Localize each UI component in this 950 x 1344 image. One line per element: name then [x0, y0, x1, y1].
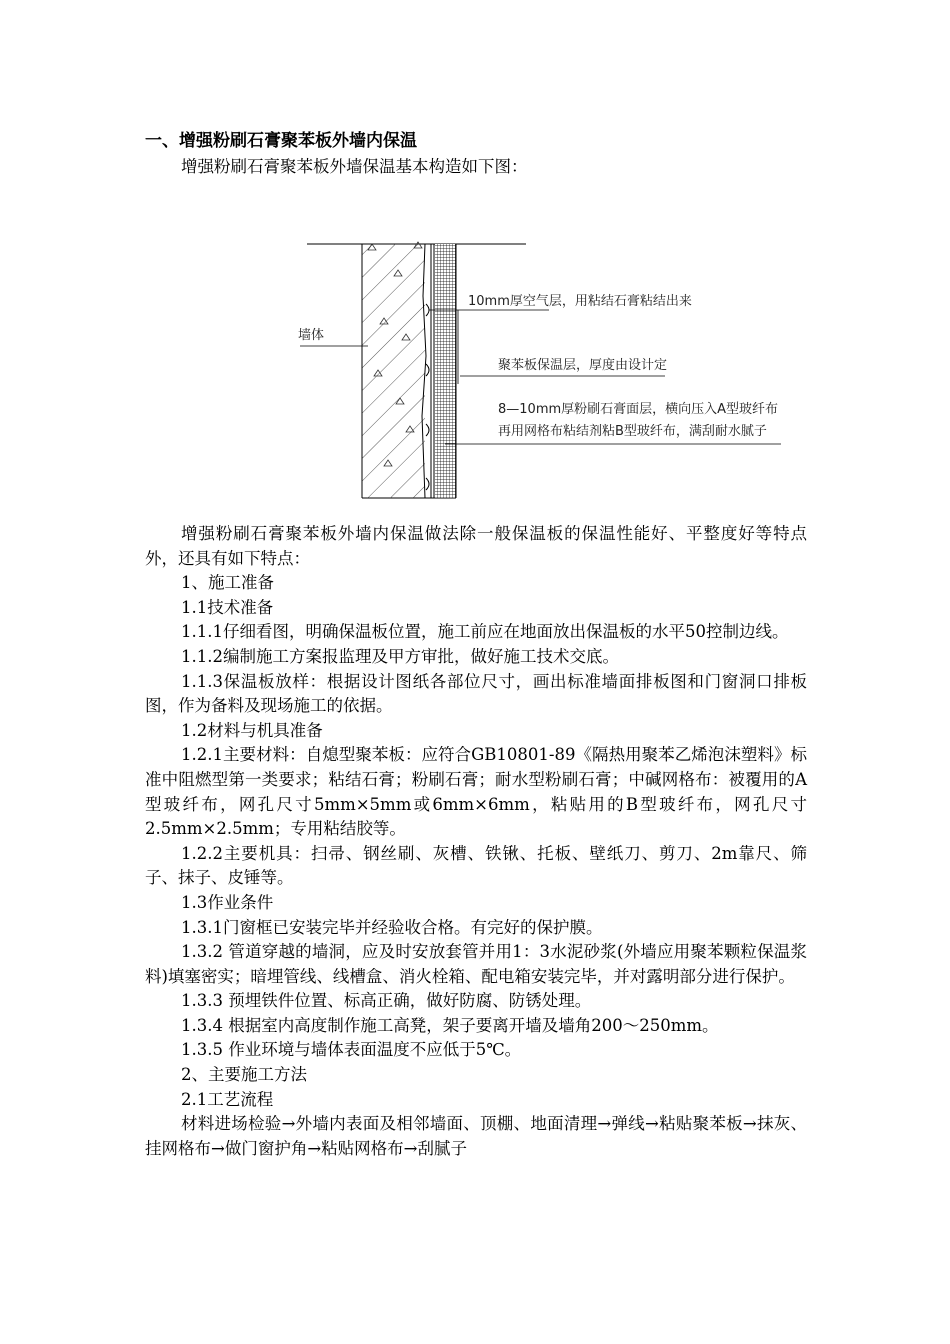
paragraph: 1、施工准备 — [181, 573, 274, 593]
paragraph: 2.1工艺流程 — [181, 1089, 274, 1109]
wall-construction-diagram — [290, 236, 790, 506]
paragraph: 1.3.1门窗框已安装完毕并经验收合格。有完好的保护膜。 — [181, 917, 603, 937]
air-gap-layer — [426, 244, 431, 498]
paragraph: 1.2材料与机具准备 — [181, 720, 323, 740]
plaster-surface-layer — [435, 244, 456, 498]
paragraph: 1.2.2主要机具：扫帚、钢丝刷、灰槽、铁锹、托板、壁纸刀、剪刀、2m靠尺、筛子、抹子、皮锤等。 — [145, 843, 807, 888]
paragraph: 1.3.3 预埋铁件位置、标高正确，做好防腐、防锈处理。 — [181, 991, 592, 1011]
paragraph: 1.3.2 管道穿越的墙洞，应及时安放套管并用1：3水泥砂浆(外墙应用聚苯颗粒保温浆料)填塞密实；暗埋管线、线槽盒、消火栓箱、配电箱安装完毕，并对露明部分进行保护。 — [145, 942, 807, 986]
paragraph: 1.3作业条件 — [181, 892, 274, 912]
paragraph: 2、主要施工方法 — [181, 1065, 307, 1085]
section-heading: 一、增强粉刷石膏聚苯板外墙内保温 — [145, 131, 417, 151]
paragraph: 增强粉刷石膏聚苯板外墙内保温做法除一般保温板的保温性能好、平整度好等特点外，还具有如下特点： — [145, 524, 807, 568]
paragraph: 材料进场检验→外墙内表面及相邻墙面、顶棚、地面清理→弹线→粘贴聚苯板→抹灰、挂网格布→做门窗护角→粘贴网格布→刮腻子 — [145, 1114, 807, 1158]
label-plaster-line1: 8—10mm厚粉刷石膏面层，横向压入A型玻纤布 — [498, 402, 779, 417]
body-text — [145, 522, 807, 1161]
label-air-gap: 10mm厚空气层，用粘结石膏粘结出来 — [468, 294, 692, 309]
paragraph: 1.1.2编制施工方案报监理及甲方审批，做好施工技术交底。 — [181, 646, 619, 666]
paragraph: 1.3.5 作业环境与墙体表面温度不应低于5℃。 — [181, 1040, 522, 1060]
label-eps-board: 聚苯板保温层，厚度由设计定 — [498, 358, 668, 373]
paragraph: 1.1.3保温板放样：根据设计图纸各部位尺寸，画出标准墙面排板图和门窗洞口排板图，作为备料及现场施工的依据。 — [145, 671, 807, 716]
intro-text: 增强粉刷石膏聚苯板外墙保温基本构造如下图： — [181, 157, 528, 176]
wall-body — [362, 242, 426, 498]
paragraph: 1.2.1主要材料：自熄型聚苯板：应符合GB10801-89《隔热用聚苯乙烯泡沫塑料》标准中阻燃型第一类要求；粘结石膏；粉刷石膏；耐水型粉刷石膏；中碱网格布：被覆用的A型玻纤布，网孔尺寸5mm×5mm或6mm×6mm，粘贴用的B型玻纤布，网孔尺寸2.5mm×2.5mm；专用粘结胶等。 — [145, 745, 807, 839]
paragraph: 1.3.4 根据室内高度制作施工高凳，架子要离开墙及墙角200～250mm。 — [181, 1015, 719, 1035]
paragraph: 1.1.1仔细看图，明确保温板位置，施工前应在地面放出保温板的水平50控制边线。 — [181, 622, 789, 642]
label-wall: 墙体 — [298, 328, 325, 343]
label-plaster-line2: 再用网格布粘结剂粘B型玻纤布，满刮耐水腻子 — [498, 424, 767, 439]
paragraph: 1.1技术准备 — [181, 597, 274, 617]
